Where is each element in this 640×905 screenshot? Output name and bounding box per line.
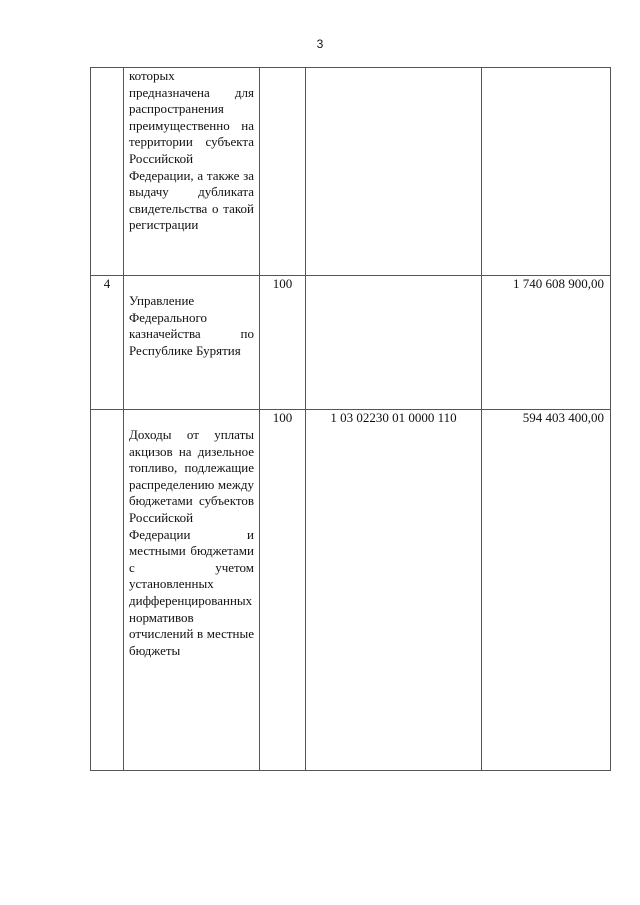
table-row bbox=[91, 410, 611, 771]
budget-table bbox=[90, 67, 611, 771]
row-kbk-cell: 1 03 02230 01 0000 110 bbox=[306, 410, 482, 771]
table-row bbox=[91, 276, 611, 410]
row-sum-cell: 594 403 400,00 bbox=[482, 410, 611, 771]
row-admin-code-cell bbox=[260, 68, 306, 276]
row-admin-code-cell: 100 bbox=[260, 410, 306, 771]
row-admin-code-cell: 100 bbox=[260, 276, 306, 410]
row-name-cell bbox=[124, 68, 260, 276]
row-sum-cell bbox=[482, 68, 611, 276]
row-kbk-cell bbox=[306, 276, 482, 410]
row-sum-cell: 1 740 608 900,00 bbox=[482, 276, 611, 410]
row-name-text: которых предназначена для распространения преимущественно на территории субъекта Российской Федерации, а также за выдачу дубликата свидетельства о такой регистрации bbox=[129, 68, 254, 233]
row-number-cell bbox=[91, 68, 124, 276]
row-name-cell bbox=[124, 410, 260, 771]
page-number: 3 bbox=[316, 37, 324, 51]
row-kbk-cell bbox=[306, 68, 482, 276]
row-name-text: Управление Федерального казначейства по Республике Бурятия bbox=[129, 293, 254, 358]
row-number-cell bbox=[91, 410, 124, 771]
row-name-text: Доходы от уплаты акцизов на дизельное топливо, подлежащие распределению между бюджетами субъектов Российской Федерации и местными бюджетами с учетом установленных дифференцированных нормативов отчислений в местные бюджеты bbox=[129, 427, 254, 658]
row-name-cell bbox=[124, 276, 260, 410]
table-row bbox=[91, 68, 611, 276]
row-number-cell: 4 bbox=[91, 276, 124, 410]
